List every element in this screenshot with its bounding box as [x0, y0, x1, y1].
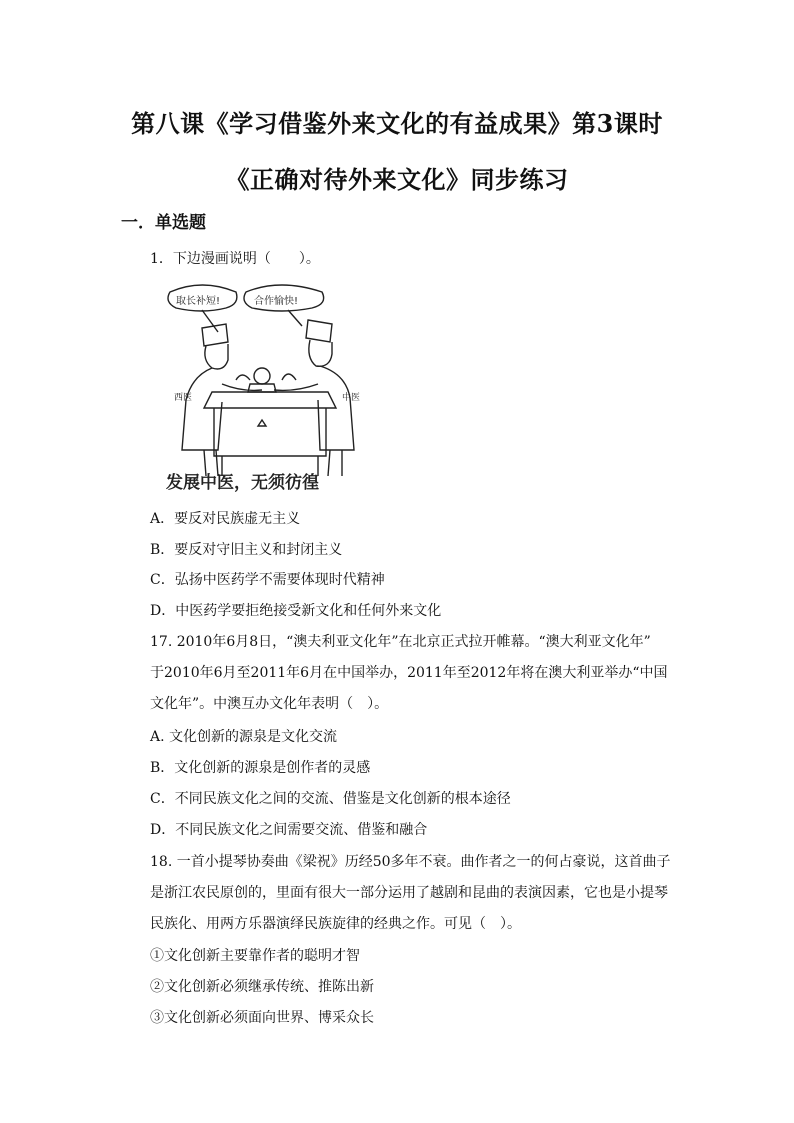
q18-line-1: 18. 一首小提琴协奏曲《梁祝》历经50多年不衰。曲作者之一的何占豪说，这首曲子 [150, 854, 671, 870]
q17-option-a: A. 文化创新的源泉是文化交流 [150, 729, 338, 745]
cartoon-drawing [162, 280, 384, 492]
q17-option-d: D．不同民族文化之间需要交流、借鉴和融合 [150, 822, 428, 838]
cartoon-caption: 发展中医，无须彷徨 [166, 473, 319, 492]
q1-option-b: B．要反对守旧主义和封闭主义 [150, 542, 343, 558]
page-title-line1: 第八课《学习借鉴外来文化的有益成果》第3课时 [131, 109, 663, 138]
q18-line-2: 是浙江农民原创的，里面有很大一部分运用了越剧和昆曲的表演因素，它也是小提琴 [150, 885, 668, 901]
q17-line-3: 文化年”。中澳互办文化年表明（ ）。 [150, 696, 389, 712]
q17-option-b: B．文化创新的源泉是创作者的灵感 [150, 760, 371, 776]
q18-item-3: ③文化创新必须面向世界、博采众长 [150, 1010, 374, 1026]
q18-line-3: 民族化、用两方乐器演绎民族旋律的经典之作。可见（ ）。 [150, 916, 521, 932]
q17-line-1: 17. 2010年6月8日，“澳夫利亚文化年”在北京正式拉开帷幕。“澳大利亚文化年” [150, 634, 651, 650]
page-title-line2: 《正确对待外来文化》同步练习 [225, 165, 569, 194]
section-heading: 一．单选题 [121, 213, 206, 233]
q1-option-a: A．要反对民族虚无主义 [150, 511, 301, 527]
q17-line-2: 于2010年6月至2011年6月在中国举办，2011年至2012年将在澳大利亚举办“中国 [150, 665, 668, 681]
cartoon-illustration [162, 280, 384, 492]
cartoon-label-left: 西医 [174, 393, 193, 403]
cartoon-bubble-right: 合作愉快! [254, 296, 299, 307]
question-1-stem: 1．下边漫画说明（ ）。 [150, 251, 320, 267]
cartoon-bubble-left: 取长补短! [176, 296, 221, 307]
q1-option-c: C．弘扬中医药学不需要体现时代精神 [150, 572, 385, 588]
q1-option-d: D．中医药学要拒绝接受新文化和任何外来文化 [150, 603, 442, 619]
cartoon-label-right: 中医 [342, 393, 361, 403]
q17-option-c: C．不同民族文化之间的交流、借鉴是文化创新的根本途径 [150, 791, 511, 807]
q18-item-1: ①文化创新主要靠作者的聪明才智 [150, 948, 360, 964]
q18-item-2: ②文化创新必须继承传统、推陈出新 [150, 979, 374, 995]
